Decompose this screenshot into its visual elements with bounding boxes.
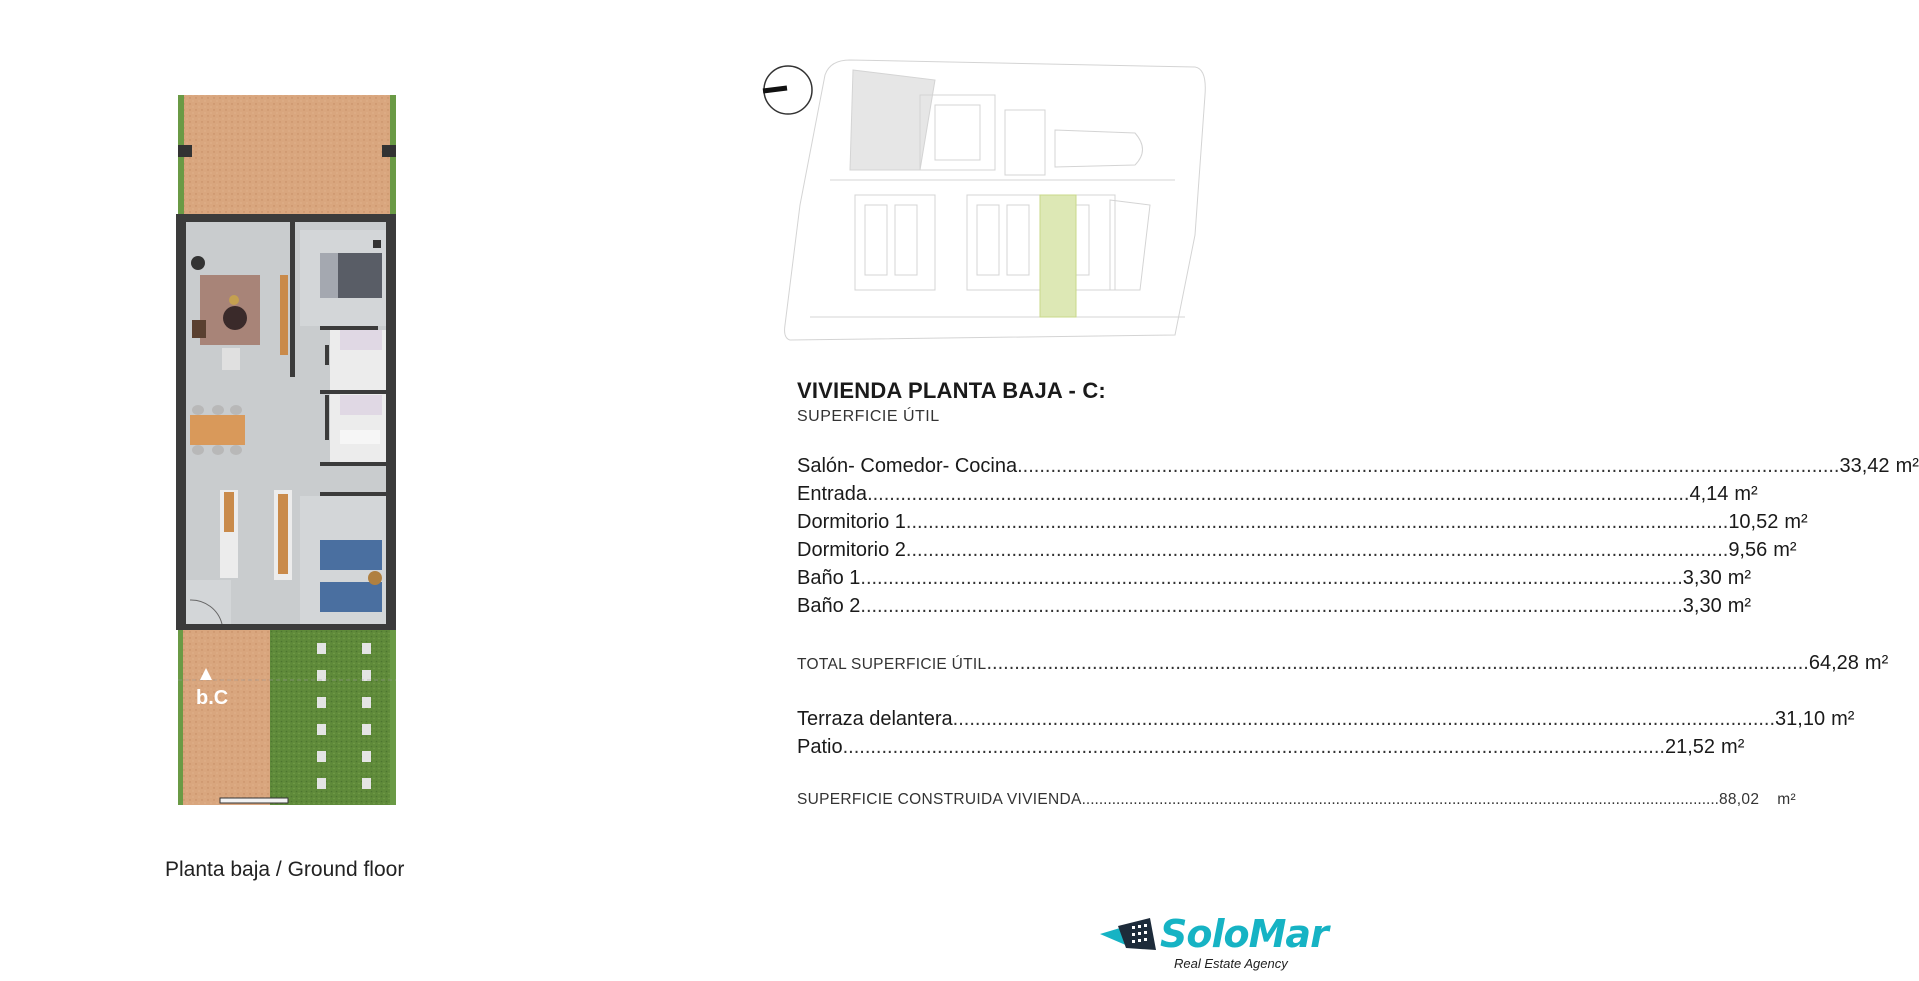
north-arrow-icon xyxy=(763,66,812,114)
area-row: Dormitorio 2 ..... 9,56 m² xyxy=(797,539,1217,562)
area-row: Baño 1 ..... 3,30 m² xyxy=(797,567,1217,590)
bedroom-1 xyxy=(300,230,386,326)
bedroom-2 xyxy=(300,496,386,624)
plan-caption: Planta baja / Ground floor xyxy=(165,858,405,881)
bathroom-2 xyxy=(330,394,386,462)
logo-wordmark: SoloMar xyxy=(1160,912,1328,956)
highlighted-unit xyxy=(1040,195,1076,317)
exterior-row: Patio ..... 21,52 m² xyxy=(797,736,1217,759)
unit-subtitle: SUPERFICIE ÚTIL xyxy=(797,408,940,425)
dining-table xyxy=(190,405,245,455)
section-label: b.C xyxy=(196,687,229,709)
solomar-logo xyxy=(1098,910,1328,980)
area-row: Entrada ..... 4,14 m² xyxy=(797,483,1217,506)
rear-patio xyxy=(178,630,396,805)
bathroom-1 xyxy=(330,330,386,390)
building-logo-icon xyxy=(1098,914,1158,954)
exterior-row: Terraza delantera ..... 31,10 m² xyxy=(797,708,1217,731)
area-row: Baño 2 ..... 3,30 m² xyxy=(797,595,1217,618)
logo-tagline: Real Estate Agency xyxy=(1174,956,1288,971)
entrance xyxy=(186,580,231,624)
front-terrace xyxy=(178,95,396,219)
site-plan xyxy=(755,55,1210,350)
unit-title: VIVIENDA PLANTA BAJA - C: xyxy=(797,378,1106,403)
floor-plan xyxy=(170,90,406,810)
built-area-row: SUPERFICIE CONSTRUIDA VIVIENDA ..... 88,02 m² xyxy=(797,791,1213,809)
total-row: TOTAL SUPERFICIE ÚTIL ..... 64,28 m² xyxy=(797,652,1217,675)
area-row: Salón- Comedor- Cocina ..... 33,42 m² xyxy=(797,455,1217,478)
area-row: Dormitorio 1 ..... 10,52 m² xyxy=(797,511,1217,534)
